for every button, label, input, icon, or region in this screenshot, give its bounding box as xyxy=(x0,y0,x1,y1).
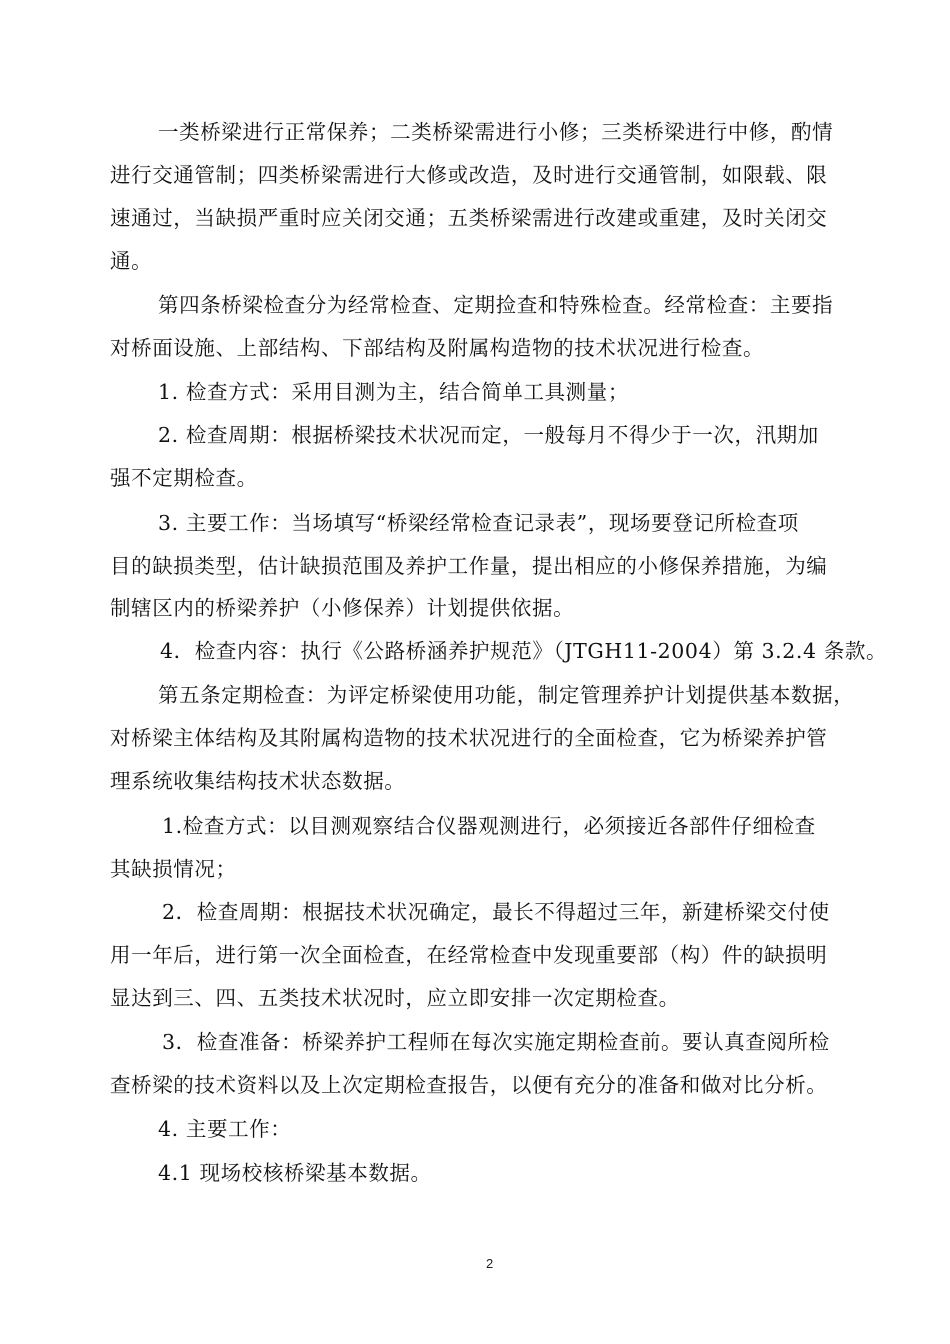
paragraph-line: 目的缺损类型，估计缺损范围及养护工作量，提出相应的小修保养措施，为编 xyxy=(110,554,828,578)
paragraph-line: 查桥梁的技术资料以及上次定期检查报告，以便有充分的准备和做对比分析。 xyxy=(110,1073,828,1097)
list-item: 3. 主要工作：当场填写“桥梁经常检查记录表”，现场要登记所检查项 xyxy=(158,511,799,535)
list-item: 1.检查方式：以目测观察结合仪器观测进行，必须接近各部件仔细检查 xyxy=(162,814,816,838)
paragraph-line: 速通过，当缺损严重时应关闭交通；五类桥梁需进行改建或重建，及时关闭交 xyxy=(110,206,828,230)
paragraph-line: 通。 xyxy=(110,249,153,273)
paragraph-line: 进行交通管制；四类桥梁需进行大修或改造，及时进行交通管制，如限载、限 xyxy=(110,163,828,187)
paragraph-line: 制辖区内的桥梁养护（小修保养）计划提供依据。 xyxy=(110,596,575,620)
paragraph-line: 强不定期检查。 xyxy=(110,466,258,490)
paragraph-line: 对桥梁主体结构及其附属构造物的技术状况进行的全面检查，它为桥梁养护管 xyxy=(110,726,828,750)
list-item: 3．检查准备：桥梁养护工程师在每次实施定期检查前。要认真查阅所检 xyxy=(162,1030,830,1054)
paragraph-line: 用一年后，进行第一次全面检查，在经常检查中发现重要部（构）件的缺损明 xyxy=(110,943,828,967)
list-item: 2. 检查周期：根据桥梁技术状况而定，一般每月不得少于一次，汛期加 xyxy=(158,423,819,447)
list-item: 4. 主要工作： xyxy=(158,1117,292,1141)
list-item: 2．检查周期：根据技术状况确定，最长不得超过三年，新建桥梁交付使 xyxy=(162,900,830,924)
paragraph-line: 理系统收集结构技术状态数据。 xyxy=(110,769,406,793)
paragraph-line: 一类桥梁进行正常保养；二类桥梁需进行小修；三类桥梁进行中修，酌情 xyxy=(158,120,834,144)
paragraph-line: 其缺损情况； xyxy=(110,857,237,881)
list-item: 4．检查内容：执行《公路桥涵养护规范》（JTGH11-2004）第 3.2.4 条款。 xyxy=(160,639,888,663)
paragraph-line: 第四条桥梁检查分为经常检查、定期捡查和特殊检查。经常检查：主要指 xyxy=(158,293,834,317)
paragraph-line: 显达到三、四、五类技术状况时，应立即安排一次定期检查。 xyxy=(110,986,680,1010)
page-number: 2 xyxy=(486,1256,494,1271)
list-item: 4.1 现场校核桥梁基本数据。 xyxy=(158,1161,432,1185)
list-item: 1. 检查方式：采用目测为主，结合简单工具测量； xyxy=(158,380,629,404)
paragraph-line: 对桥面设施、上部结构、下部结构及附属构造物的技术状况进行检查。 xyxy=(110,336,765,360)
paragraph-line: 第五条定期检查：为评定桥梁使用功能，制定管理养护计划提供基本数据， xyxy=(158,683,855,707)
